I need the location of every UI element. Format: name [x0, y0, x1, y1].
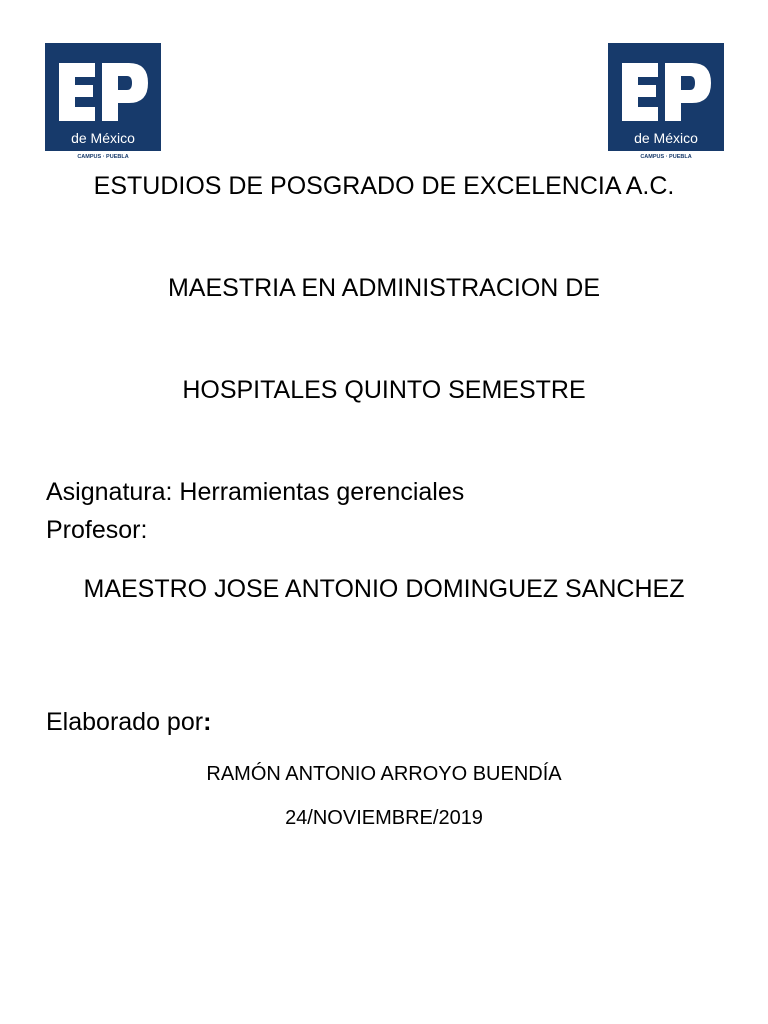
professor-name: MAESTRO JOSE ANTONIO DOMINGUEZ SANCHEZ	[83, 575, 685, 603]
document-date: 24/NOVIEMBRE/2019	[285, 807, 483, 829]
author-name: RAMÓN ANTONIO ARROYO BUENDÍA	[206, 763, 562, 785]
svg-text:de México: de México	[71, 130, 135, 146]
ep-mexico-logo-left	[45, 43, 161, 160]
logo-graphic	[45, 43, 161, 160]
author-label	[46, 710, 746, 735]
program-title-line-2: HOSPITALES QUINTO SEMESTRE	[182, 376, 586, 404]
author-label-colon: :	[203, 708, 212, 736]
author-label-text: Elaborado por	[46, 708, 204, 736]
logo-graphic	[608, 43, 724, 160]
svg-text:de México: de México	[634, 130, 698, 146]
ep-mexico-logo-right	[608, 43, 724, 160]
professor-label: Profesor:	[46, 516, 148, 544]
program-title-line-1: MAESTRIA EN ADMINISTRACION DE	[167, 274, 600, 302]
svg-text:CAMPUS · PUEBLA: CAMPUS · PUEBLA	[640, 154, 692, 160]
institution-name: ESTUDIOS DE POSGRADO DE EXCELENCIA A.C.	[93, 172, 675, 200]
svg-text:CAMPUS · PUEBLA: CAMPUS · PUEBLA	[77, 154, 129, 160]
subject-line: Asignatura: Herramientas gerenciales	[46, 478, 465, 506]
